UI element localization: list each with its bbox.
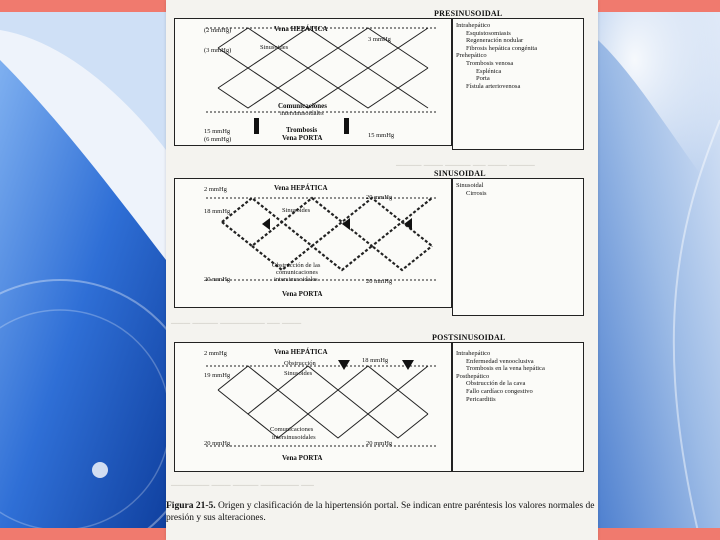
pressure-label: 15 mmHg (368, 132, 395, 139)
pressure-label: 18 mmHg (362, 357, 389, 364)
pressure-label: 2 mmHg (204, 350, 227, 357)
pressure-label: (6 mmHg) (204, 136, 232, 143)
show-through-text: ────── ─── ──── ────── ── (171, 480, 314, 490)
list-item: Porta (476, 75, 490, 83)
list-item: Esquistosomiasis (466, 29, 511, 37)
accent-bar-bottom-left (0, 528, 166, 540)
figure-caption-text: Origen y clasificación de la hipertensión portal. Se indican entre paréntesis los valores normales de presión y sus alteraciones. (166, 501, 595, 523)
list-item: Fallo cardíaco congestivo (466, 387, 533, 395)
list-item: Esplénica (476, 67, 502, 75)
pressure-label: (3 mmHg) (204, 47, 232, 54)
obstruccion-label: Obstrucción de las (272, 262, 321, 269)
list-item: Fístula arteriovenosa (466, 82, 521, 90)
comunicaciones-label: intersinusoidales (280, 110, 324, 117)
list-item: Intrahepático (456, 350, 491, 357)
list-item: Trombosis en la vena hepática (466, 365, 545, 373)
vena-porta-label: Vena PORTA (282, 454, 323, 462)
causes-list-presinusoidal (456, 22, 537, 90)
pressure-label: 20 mmHg (366, 278, 393, 285)
list-item: Posthepático (456, 372, 490, 380)
obstruccion-label: intersinusoidales (274, 276, 318, 283)
sinusoides-label: Sinusoides (260, 44, 289, 51)
list-item: Intrahepático (456, 22, 491, 29)
show-through-text: ─── ──── ─────── ── ─── (171, 318, 302, 328)
vena-hepatica-label: Vena HEPÁTICA (274, 25, 328, 33)
vena-porta-label: Vena PORTA (282, 134, 323, 142)
accent-bar-top-right (598, 0, 720, 12)
pressure-label: 20 mmHg (366, 194, 393, 201)
list-item: Cirrosis (466, 189, 487, 197)
pressure-label: 15 mmHg (204, 128, 231, 135)
accent-bar-top-left (0, 0, 166, 12)
obstruccion-label: Obstrucción (284, 360, 316, 367)
list-item: Fibrosis hepática congénita (466, 44, 538, 52)
pressure-label: 18 mmHg (204, 208, 231, 215)
vena-hepatica-label: Vena HEPÁTICA (274, 184, 328, 192)
section-title-presinusoidal: PRESINUSOIDAL (434, 9, 503, 18)
pressure-label: 20 mmHg (204, 276, 231, 283)
pressure-label: 19 mmHg (204, 372, 231, 379)
trombosis-label: Trombosis (286, 126, 318, 134)
pressure-label: 20 mmHg (204, 440, 231, 447)
pressure-label: 20 mmHg (366, 440, 393, 447)
causes-list-sinusoidal (456, 182, 487, 197)
comunicaciones-label: Comunicaciones (270, 426, 314, 433)
pressure-label: 3 mmHg (368, 36, 391, 43)
sinusoides-label: Sinusoides (284, 370, 313, 377)
comunicaciones-label: Comunicaciones (278, 102, 327, 110)
list-item: Regeneración nodular (466, 37, 524, 45)
list-item: Prehepático (456, 52, 487, 60)
pressure-label: 2 mmHg (204, 186, 227, 193)
pressure-label: (2 mmHg) (204, 27, 232, 34)
list-item: Pericarditis (466, 395, 496, 403)
figure-number: Figura 21-5. (166, 501, 216, 511)
vena-hepatica-label: Vena HEPÁTICA (274, 348, 328, 356)
list-item: Sinusoidal (456, 182, 484, 189)
list-item: Obstrucción de la cava (466, 380, 526, 388)
accent-bar-bottom-right (598, 528, 720, 540)
causes-list-postsinusoidal (456, 350, 545, 403)
figure-caption (166, 500, 598, 524)
scanned-page (166, 0, 598, 540)
obstruccion-label: comunicaciones (276, 269, 318, 276)
section-title-sinusoidal: SINUSOIDAL (434, 169, 486, 178)
show-through-text: ──── ─── ──── ── ─── ──── (396, 160, 535, 170)
comunicaciones-label: intersinusoidales (272, 434, 316, 441)
list-item: Enfermedad venooclusiva (466, 357, 534, 365)
section-title-postsinusoidal: POSTSINUSOIDAL (432, 333, 506, 342)
list-item: Trombosis venosa (466, 59, 514, 67)
sinusoides-label: Sinusoides (282, 207, 311, 214)
vena-porta-label: Vena PORTA (282, 290, 323, 298)
